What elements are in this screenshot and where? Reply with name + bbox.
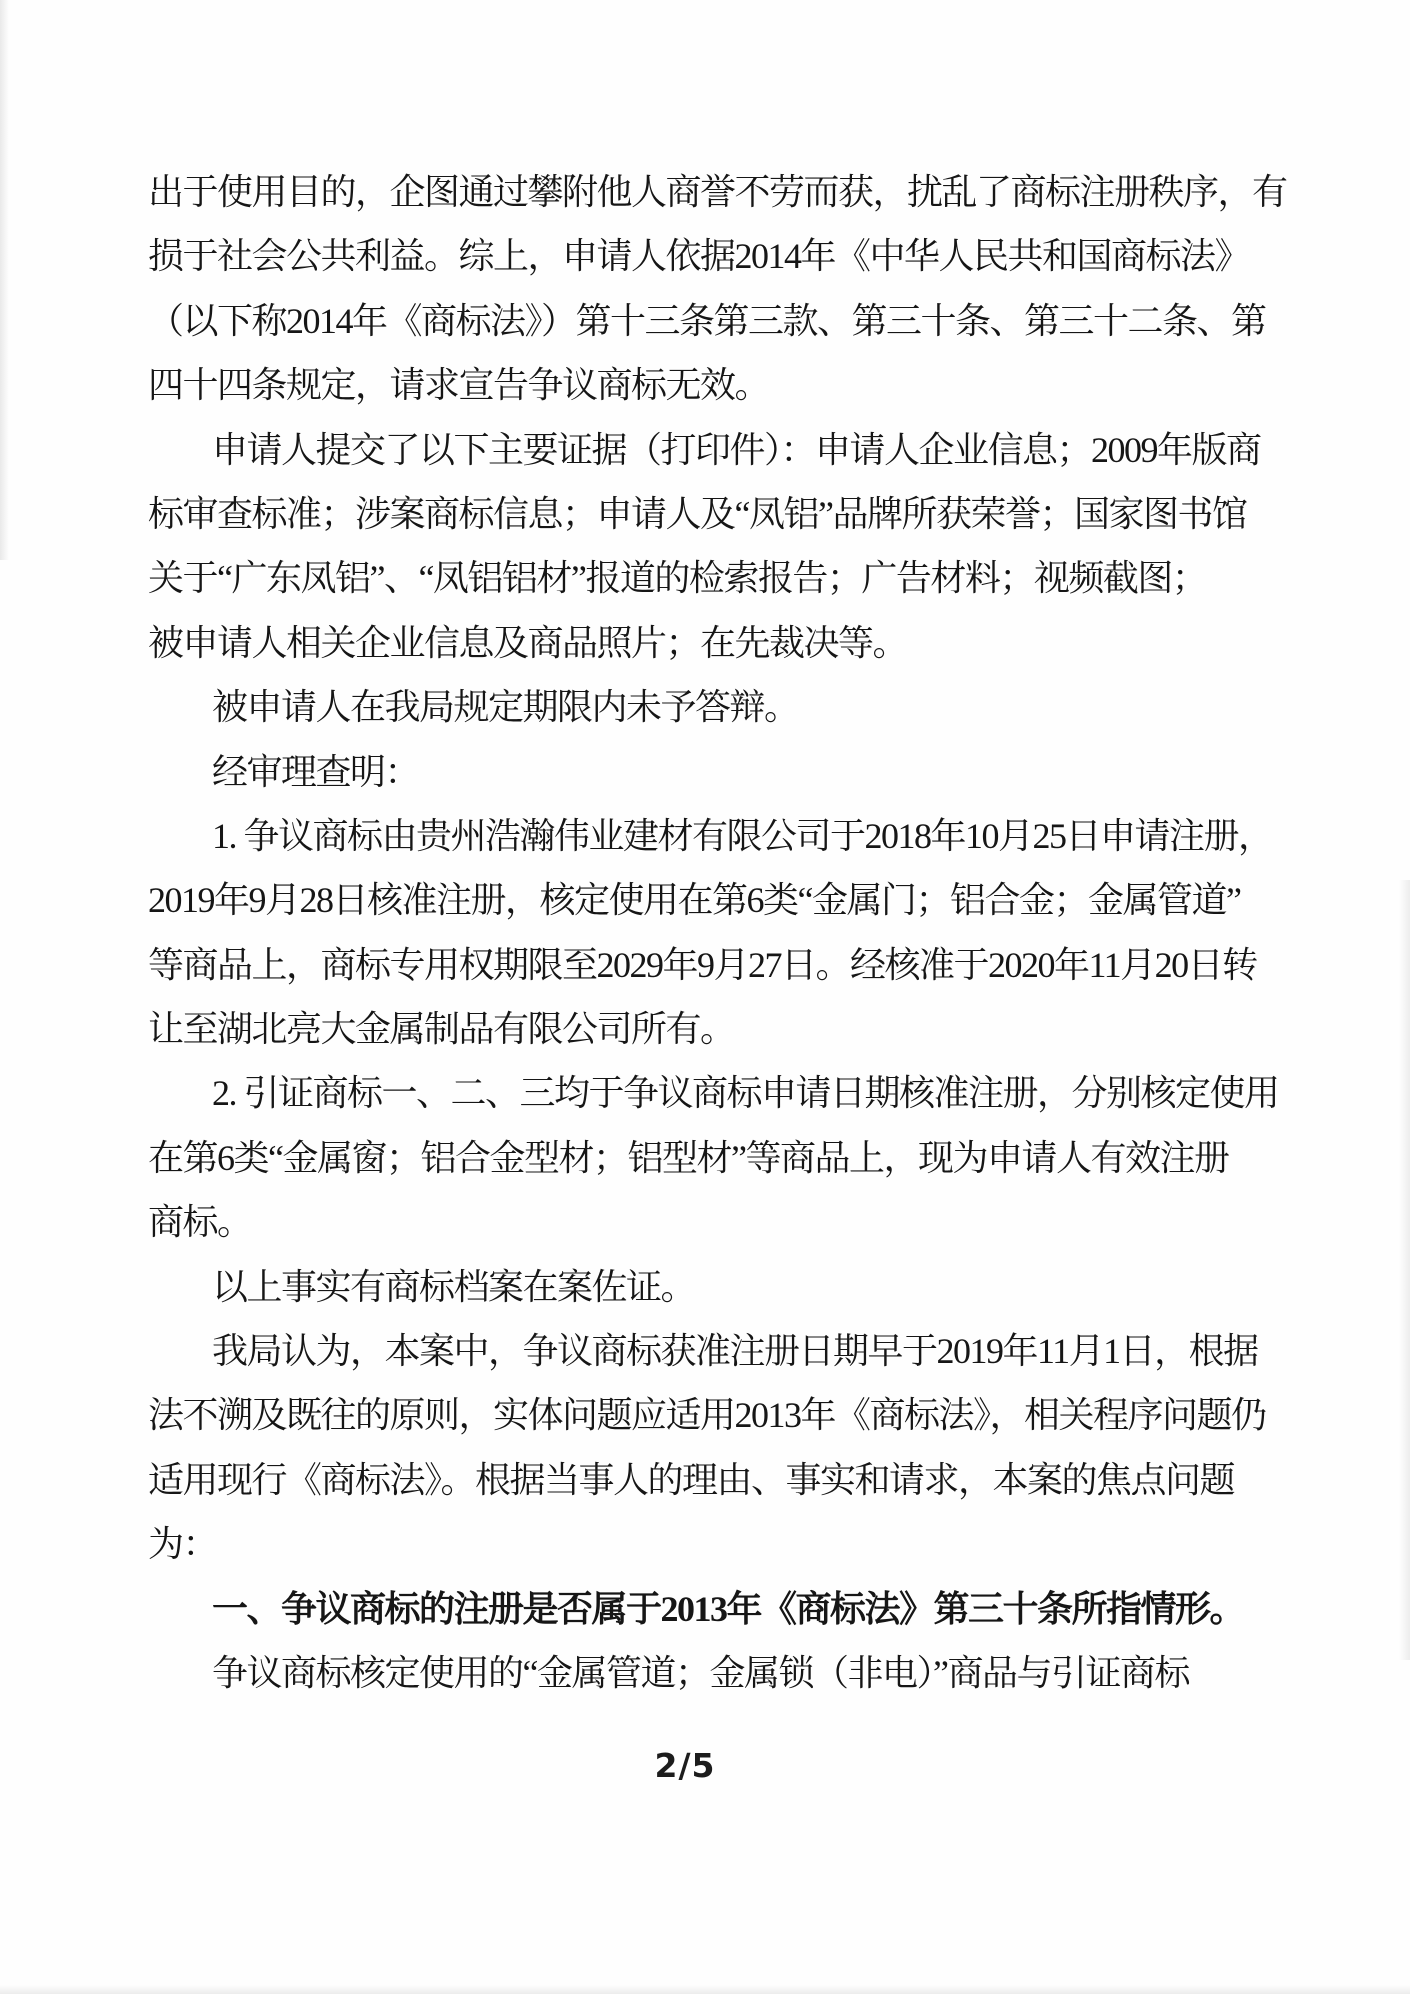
- text-line: 为：: [148, 1524, 218, 1565]
- text-line: 法不溯及既往的原则，实体问题应适用2013年《商标法》，相关程序问题仍: [148, 1395, 1266, 1436]
- text-line: 损于社会公共利益。综上，申请人依据2014年《中华人民共和国商标法》: [148, 236, 1250, 277]
- text-line: 2019年9月28日核准注册，核定使用在第6类“金属门；铝合金；金属管道”: [148, 880, 1241, 921]
- scan-artifact-left-edge: [0, 0, 9, 560]
- text-line: 一、争议商标的注册是否属于2013年《商标法》第三十条所指情形。: [212, 1588, 1245, 1629]
- text-line: 以上事实有商标档案在案佐证。: [212, 1266, 696, 1307]
- text-line: 经审理查明：: [212, 751, 420, 792]
- text-line: 四十四条规定，请求宣告争议商标无效。: [148, 365, 770, 406]
- text-line: 在第6类“金属窗；铝合金型材；铝型材”等商品上，现为申请人有效注册: [148, 1137, 1229, 1178]
- text-line: 被申请人相关企业信息及商品照片；在先裁决等。: [148, 622, 908, 663]
- text-line: 商标。: [148, 1202, 252, 1243]
- text-line: 争议商标核定使用的“金属管道；金属锁（非电）”商品与引证商标: [212, 1652, 1189, 1693]
- text-line: 关于“广东凤铝”、“凤铝铝材”报道的检索报告；广告材料；视频截图；: [148, 558, 1207, 599]
- text-line: 等商品上，商标专用权期限至2029年9月27日。经核准于2020年11月20日转: [148, 944, 1257, 985]
- text-line: 适用现行《商标法》。根据当事人的理由、事实和请求，本案的焦点问题: [148, 1459, 1235, 1500]
- scan-artifact-bottom-edge: [0, 1985, 1410, 1994]
- document-body: [148, 160, 1287, 1705]
- text-line: （以下称2014年《商标法》）第十三条第三款、第三十条、第三十二条、第: [148, 300, 1266, 341]
- text-line: 2. 引证商标一、二、三均于争议商标申请日期核准注册，分别核定使用: [212, 1073, 1279, 1114]
- text-line: 申请人提交了以下主要证据（打印件）：申请人企业信息；2009年版商: [212, 429, 1261, 470]
- text-line: 出于使用目的，企图通过攀附他人商誉不劳而获，扰乱了商标注册秩序，有: [148, 172, 1287, 212]
- text-line: 我局认为，本案中，争议商标获准注册日期早于2019年11月1日，根据: [212, 1331, 1258, 1372]
- scan-artifact-right-edge: [1399, 880, 1410, 1660]
- page-number: 2/5: [654, 1746, 716, 1785]
- text-line: 1. 争议商标由贵州浩瀚伟业建材有限公司于2018年10月25日申请注册，: [212, 815, 1273, 856]
- text-line: 被申请人在我局规定期限内未予答辩。: [212, 687, 799, 728]
- text-line: 标审查标准；涉案商标信息；申请人及“凤铝”品牌所获荣誉；国家图书馆: [148, 493, 1247, 534]
- text-line: 让至湖北亮大金属制品有限公司所有。: [148, 1009, 735, 1050]
